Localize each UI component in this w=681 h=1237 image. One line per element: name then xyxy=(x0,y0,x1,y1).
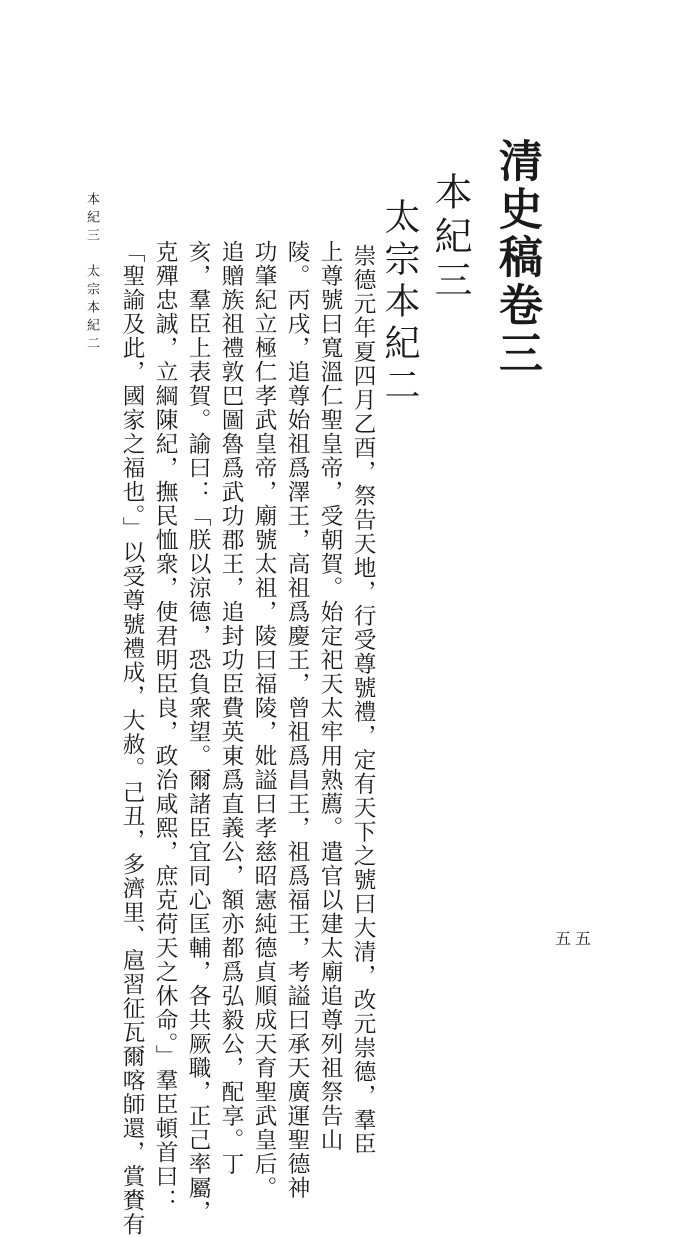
running-header: 本紀三 太宗本紀二 xyxy=(84,192,99,354)
body-line: 崇德元年夏四月乙酉，祭告天地，行受尊號禮，定有天下之號曰大清，改元崇德，羣臣 xyxy=(350,244,376,1156)
body-line: 亥，羣臣上表賀。諭曰：「朕以涼德，恐負衆望。爾諸臣宜同心匡輔，各共厥職，正己率屬， xyxy=(185,240,211,1224)
body-line: 上尊號曰寬溫仁聖皇帝，受朝賀。始定祀天太牢用熟薦。遣官以建太廟追尊列祖祭告山 xyxy=(317,240,343,1152)
book-title: 清史稿卷三 xyxy=(491,138,542,378)
body-line: 功肇紀立極仁孝武皇帝，廟號太祖，陵曰福陵，妣謚曰孝慈昭憲純德貞順成天育聖武皇后。 xyxy=(251,240,277,1200)
body-line: 追贈族祖禮敦巴圖魯爲武功郡王，追封功臣費英東爲直義公，額亦都爲弘毅公，配享。丁 xyxy=(218,240,244,1176)
body-line: 陵。丙戌，追尊始祖爲澤王，高祖爲慶王，曾祖爲昌王，祖爲福王，考謚曰承天廣運聖德神 xyxy=(284,240,310,1200)
body-line: 「聖諭及此，國家之福也。」以受尊號禮成，大赦。己丑，多濟里、扈習征瓦爾喀師還，賞賚有 xyxy=(119,240,145,1237)
section-heading: 太宗本紀二 xyxy=(379,198,420,408)
body-line: 克殫忠誠，立綱陳紀，撫民恤衆，使君明臣良，政治咸熙，庶克荷天之休命。」羣臣頓首曰： xyxy=(152,240,178,1213)
chapter-heading: 本紀三 xyxy=(428,172,472,304)
page-number: 五五 xyxy=(555,929,596,948)
